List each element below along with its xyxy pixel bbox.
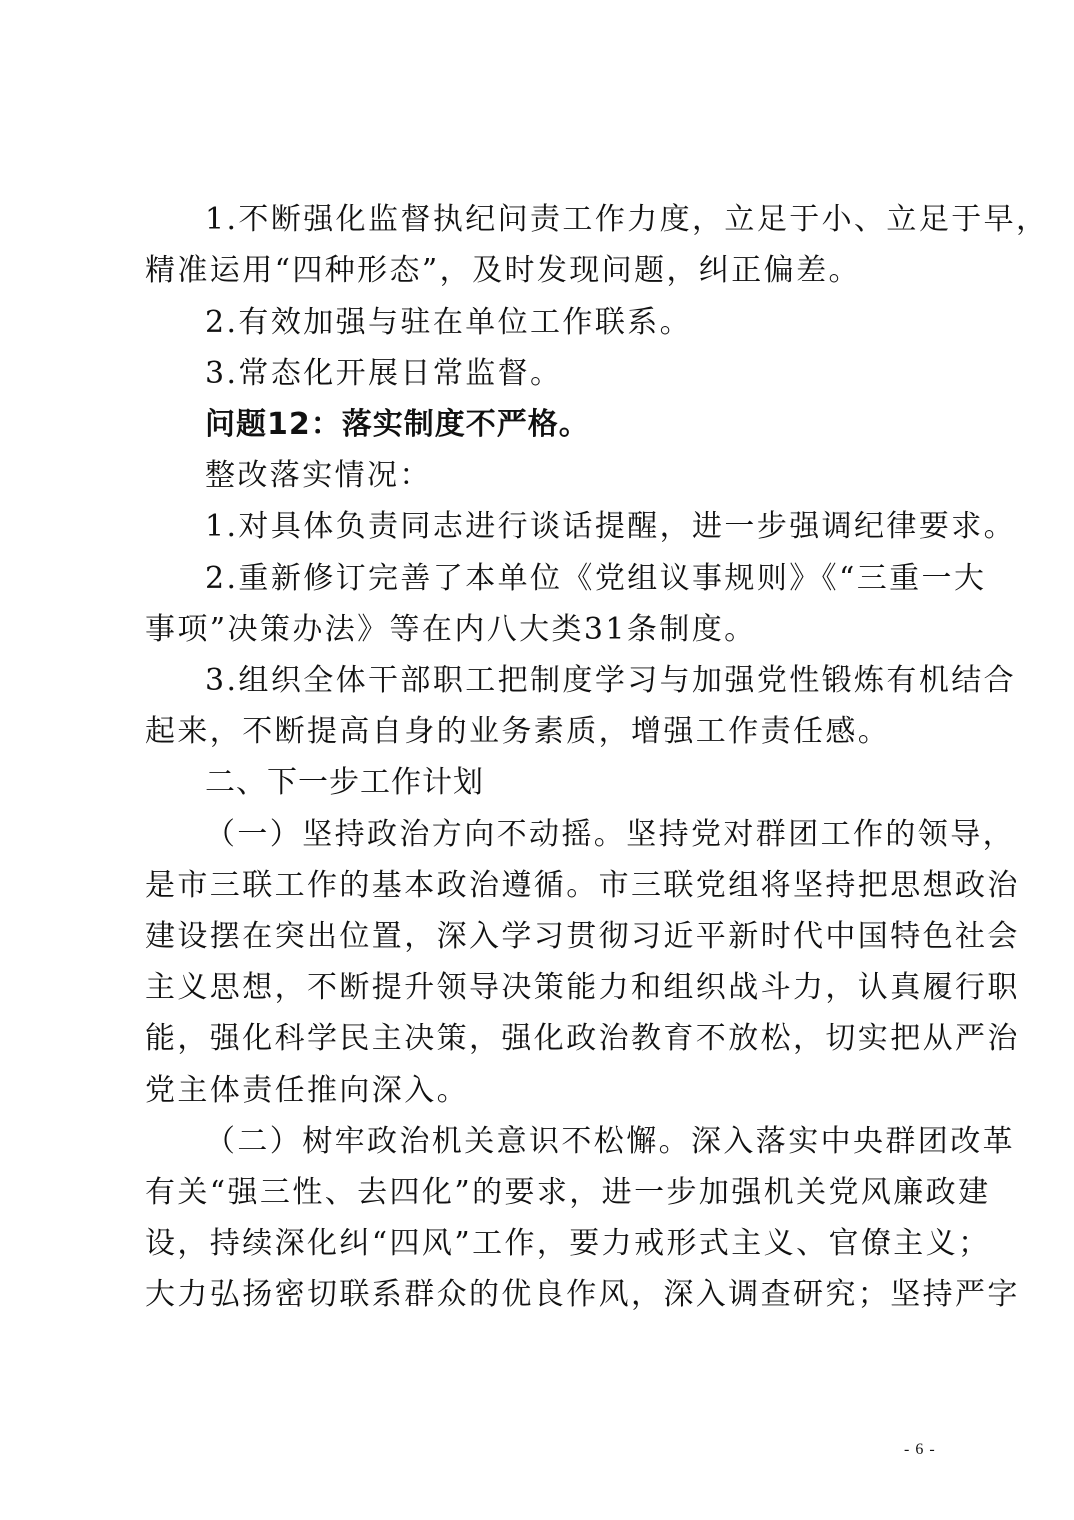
paragraph-line: 3.常态化开展日常监督。 bbox=[205, 356, 563, 391]
paragraph-line: 2.有效加强与驻在单位工作联系。 bbox=[205, 305, 693, 340]
paragraph-line: 是市三联工作的基本政治遵循。市三联党组将坚持把思想政治 bbox=[145, 868, 1020, 903]
paragraph-line: 1.对具体负责同志进行谈话提醒，进一步强调纪律要求。 bbox=[205, 509, 1017, 544]
paragraph-line: 1.不断强化监督执纪问责工作力度，立足于小、立足于早， bbox=[205, 202, 1049, 237]
section-heading: 二、下一步工作计划 bbox=[205, 765, 484, 800]
paragraph-line: 3.组织全体干部职工把制度学习与加强党性锻炼有机结合 bbox=[205, 663, 1017, 698]
paragraph-line: 大力弘扬密切联系群众的优良作风，深入调查研究；坚持严字 bbox=[145, 1277, 1020, 1312]
problem-heading: 问题12：落实制度不严格。 bbox=[205, 407, 590, 442]
paragraph-line: 党主体责任推向深入。 bbox=[145, 1073, 469, 1108]
paragraph-line: （二）树牢政治机关意识不松懈。深入落实中央群团改革 bbox=[205, 1124, 1015, 1159]
paragraph-line: 设，持续深化纠“四风”工作，要力戒形式主义、官僚主义； bbox=[145, 1226, 991, 1261]
paragraph-line: 能，强化科学民主决策，强化政治教育不放松，切实把从严治 bbox=[145, 1021, 1020, 1056]
paragraph-line: 有关“强三性、去四化”的要求，进一步加强机关党风廉政建 bbox=[145, 1175, 991, 1210]
page-number: - 6 - bbox=[904, 1441, 936, 1458]
paragraph-line: 起来，不断提高自身的业务素质，增强工作责任感。 bbox=[145, 714, 891, 749]
paragraph-line: 事项”决策办法》等在内八大类31条制度。 bbox=[145, 612, 757, 647]
paragraph-line: 主义思想，不断提升领导决策能力和组织战斗力，认真履行职 bbox=[145, 970, 1020, 1005]
paragraph-line: （一）坚持政治方向不动摇。坚持党对群团工作的领导， bbox=[205, 817, 1015, 852]
paragraph-line: 2.重新修订完善了本单位《党组议事规则》《“三重一大 bbox=[205, 561, 987, 596]
paragraph-line: 精准运用“四种形态”，及时发现问题，纠正偏差。 bbox=[145, 253, 861, 288]
paragraph-line: 整改落实情况： bbox=[205, 458, 432, 493]
paragraph-line: 建设摆在突出位置，深入学习贯彻习近平新时代中国特色社会 bbox=[145, 919, 1020, 954]
